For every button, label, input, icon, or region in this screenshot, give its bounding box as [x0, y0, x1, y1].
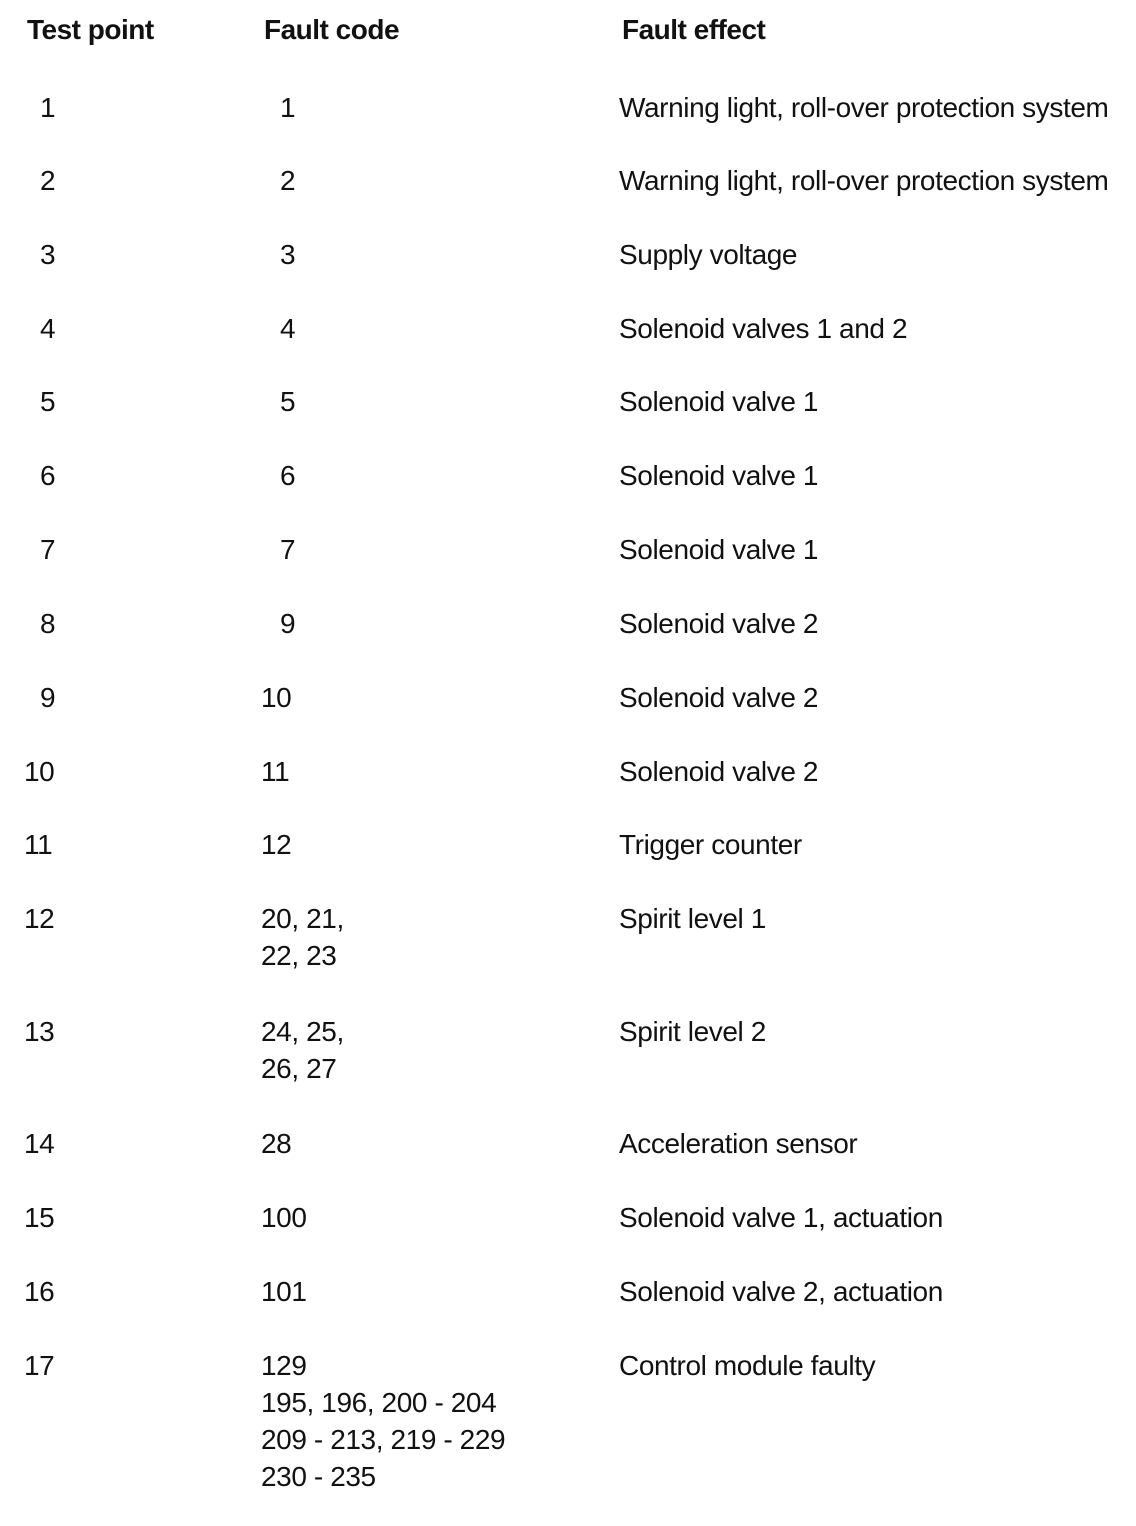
fault-effect-cell: Control module faulty [619, 1350, 876, 1381]
fault-code-cell: 129 195, 196, 200 - 204 209 - 213, 219 - 229 230 - 235 [261, 1350, 506, 1492]
fault-effect-cell: Warning light, roll-over protection system [619, 165, 1109, 196]
table-header [0, 14, 1136, 54]
test-point-cell: 1 [40, 92, 56, 123]
test-point-cell: 12 [24, 903, 55, 934]
fault-code-cell: 10 [261, 682, 292, 713]
fault-code-cell: 6 [280, 460, 296, 491]
fault-effect-cell: Acceleration sensor [619, 1128, 858, 1159]
test-point-cell: 15 [24, 1202, 55, 1233]
fault-code-cell: 28 [261, 1128, 292, 1159]
test-point-cell: 9 [40, 682, 56, 713]
test-point-cell: 8 [40, 608, 56, 639]
fault-code-cell: 5 [280, 386, 296, 417]
test-point-cell: 14 [24, 1128, 55, 1159]
test-point-cell: 4 [40, 313, 56, 344]
test-point-cell: 2 [40, 165, 56, 196]
fault-code-cell: 12 [261, 829, 292, 860]
fault-code-cell: 4 [280, 313, 296, 344]
fault-code-cell: 1 [280, 92, 296, 123]
fault-effect-cell: Solenoid valves 1 and 2 [619, 313, 908, 344]
test-point-cell: 10 [24, 756, 55, 787]
fault-effect-cell: Solenoid valve 1 [619, 386, 819, 417]
fault-code-cell: 9 [280, 608, 296, 639]
fault-code-cell: 100 [261, 1202, 307, 1233]
fault-effect-cell: Solenoid valve 2, actuation [619, 1276, 943, 1307]
test-point-cell: 7 [40, 534, 56, 565]
fault-effect-cell: Warning light, roll-over protection system [619, 92, 1109, 123]
fault-effect-cell: Solenoid valve 1 [619, 534, 819, 565]
fault-effect-cell: Spirit level 2 [619, 1016, 766, 1047]
fault-effect-cell: Solenoid valve 1, actuation [619, 1202, 943, 1233]
fault-code-cell: 101 [261, 1276, 307, 1307]
test-point-cell: 16 [24, 1276, 55, 1307]
fault-effect-cell: Solenoid valve 2 [619, 682, 819, 713]
test-point-cell: 11 [24, 829, 53, 860]
fault-effect-cell: Solenoid valve 1 [619, 460, 819, 491]
test-point-cell: 17 [24, 1350, 55, 1381]
header-fault-effect: Fault effect [622, 14, 766, 45]
fault-effect-cell: Spirit level 1 [619, 903, 766, 934]
test-point-cell: 5 [40, 386, 56, 417]
fault-effect-cell: Solenoid valve 2 [619, 756, 819, 787]
test-point-cell: 6 [40, 460, 56, 491]
fault-code-cell: 11 [261, 756, 290, 787]
fault-code-cell: 3 [280, 239, 296, 270]
fault-effect-cell: Trigger counter [619, 829, 802, 860]
fault-effect-cell: Solenoid valve 2 [619, 608, 819, 639]
fault-effect-cell: Supply voltage [619, 239, 798, 270]
fault-code-cell: 7 [280, 534, 296, 565]
fault-code-cell: 24, 25, 26, 27 [261, 1016, 344, 1084]
fault-code-cell: 20, 21, 22, 23 [261, 903, 344, 971]
test-point-cell: 13 [24, 1016, 55, 1047]
fault-code-cell: 2 [280, 165, 296, 196]
header-test-point: Test point [27, 14, 154, 45]
test-point-cell: 3 [40, 239, 56, 270]
header-fault-code: Fault code [264, 14, 400, 45]
